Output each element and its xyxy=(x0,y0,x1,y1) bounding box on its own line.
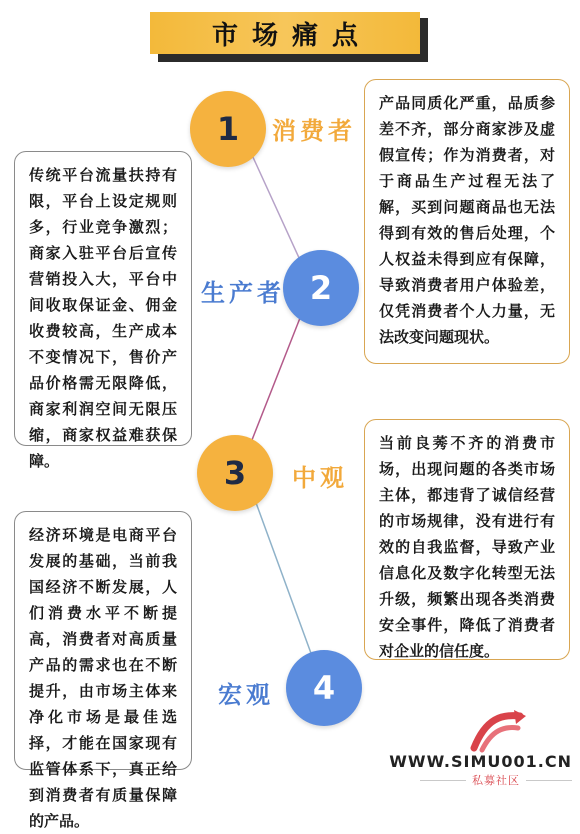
point-2-text: 传统平台流量扶持有限，平台上设定规则多，行业竞争激烈；商家入驻平台后宣传营销投入大，平台中间收取保证金、佣金收费较高，生产成本不变情况下，售价产品价格需无限降低，商家利润空间无限压缩，商家权益难获保障。 xyxy=(29,166,177,470)
point-2-text-box xyxy=(14,151,192,470)
point-1-text-box xyxy=(364,79,570,364)
connector-1-2 xyxy=(252,155,300,260)
point-4-text-box xyxy=(14,511,192,830)
watermark-name: 私募社区 xyxy=(466,772,526,788)
watermark-sub xyxy=(420,772,572,788)
point-1-label: 消费者 xyxy=(272,117,356,145)
point-2-number: 2 xyxy=(309,269,333,307)
point-3-text-box xyxy=(364,419,570,660)
point-4-number: 4 xyxy=(312,669,336,707)
simu-logo-icon xyxy=(468,708,528,754)
point-1-text: 产品同质化严重，品质参差不齐，部分商家涉及虚假宣传；作为消费者，对于商品生产过程无法了解，买到问题商品也无法得到有效的售后处理，个人权益未得到应有保障，导致消费者用户体验差，仅凭消费者个人力量，无法改变问题现状。 xyxy=(379,94,555,346)
point-3-label: 中观 xyxy=(292,464,348,492)
point-1-circle xyxy=(190,91,266,167)
point-2-label: 生产者 xyxy=(201,279,285,307)
point-1-number: 1 xyxy=(216,110,240,148)
point-4-label: 宏观 xyxy=(218,681,274,709)
watermark-site: WWW.SIMU001.CN xyxy=(389,752,572,771)
page-title: 市场痛点 xyxy=(211,20,372,51)
point-4-circle xyxy=(286,650,362,726)
point-3-number: 3 xyxy=(223,454,247,492)
connector-3-4 xyxy=(255,500,312,656)
point-4-text: 经济环境是电商平台发展的基础，当前我国经济不断发展，人们消费水平不断提高，消费者对高质量产品的需求也在不断提升，由市场主体来净化市场是最佳选择，才能在国家现有监管体系下，真正给到消费者有质量保障的产品。 xyxy=(29,526,177,830)
point-3-text: 当前良莠不齐的消费市场，出现问题的各类市场主体，都违背了诚信经营的市场规律，没有进行有效的自我监督，导致产业信息化及数字化转型无法升级，频繁出现各类消费安全事件，降低了消费者对企业的信任度。 xyxy=(379,434,555,660)
point-3-circle xyxy=(197,435,273,511)
connector-2-3 xyxy=(250,318,300,445)
point-2-circle xyxy=(283,250,359,326)
